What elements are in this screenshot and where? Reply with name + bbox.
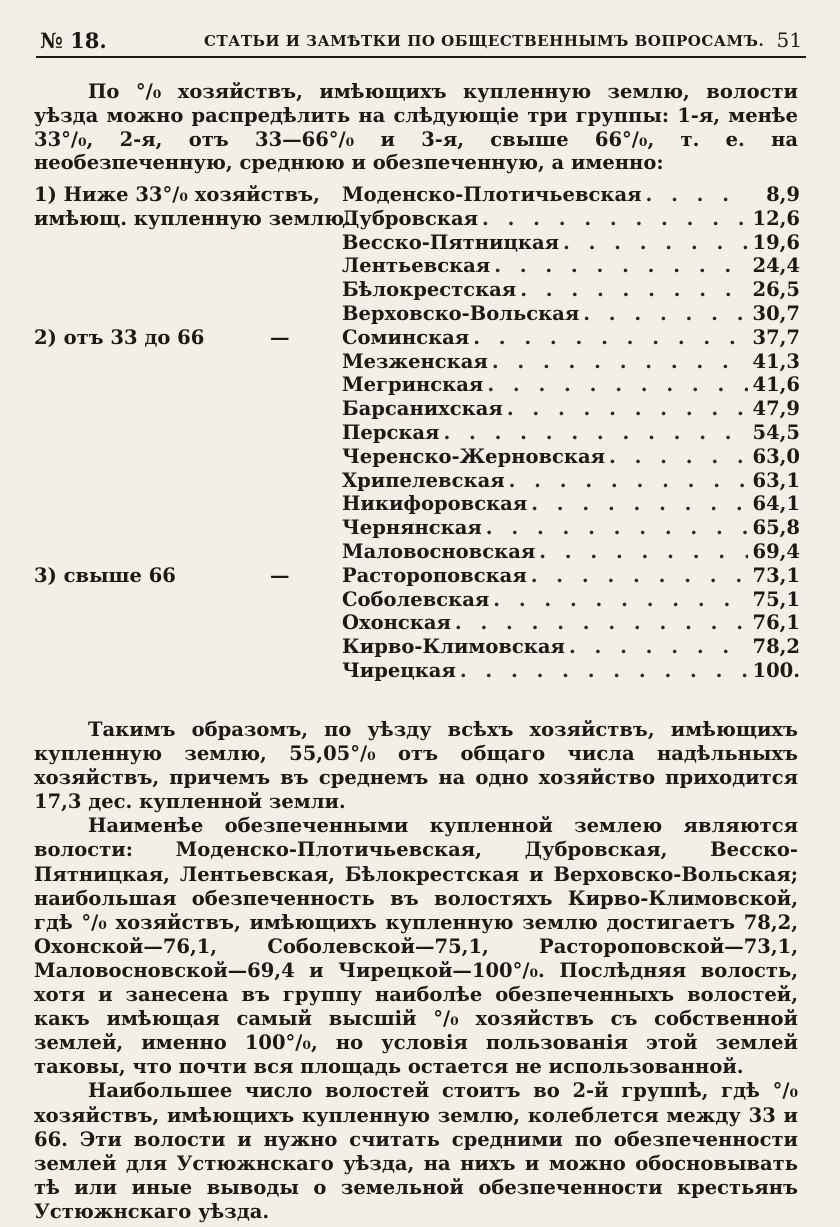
volost-row (34, 635, 798, 659)
volost-percent: 41,6 (752, 373, 800, 397)
volost-name: Перская (342, 420, 440, 444)
volost-entry (342, 207, 800, 231)
leader-dots (443, 421, 748, 445)
leader-dots (520, 278, 748, 302)
volost-name: Хрипелевская (342, 468, 505, 492)
volost-row (34, 421, 798, 445)
leader-dots (493, 588, 748, 612)
leader-dots (646, 183, 749, 207)
volost-percent: 76,1 (752, 611, 800, 635)
group-2-dash: — (270, 325, 290, 349)
leader-dots (509, 469, 748, 493)
volost-row (34, 659, 798, 683)
volost-percent: 8,9 (766, 183, 800, 206)
leader-dots (486, 516, 748, 540)
volost-row (34, 492, 798, 516)
volost-row (34, 326, 798, 350)
leader-dots (482, 207, 748, 231)
group-1-label-line1: 1) Ниже 33°/₀ хозяйствъ, (34, 183, 320, 206)
volost-percent: 12,6 (752, 206, 800, 230)
volost-row (34, 254, 798, 278)
leader-dots (507, 397, 748, 421)
volost-entry (342, 635, 800, 659)
leader-dots (563, 231, 748, 255)
volost-percent: 65,8 (752, 516, 800, 540)
group-3-label: 3) свыше 66 (34, 563, 176, 587)
leader-dots (569, 635, 748, 659)
issue-number: № 18. (40, 28, 107, 53)
volost-entry (342, 588, 800, 612)
volost-entry (342, 445, 800, 469)
volost-entry (342, 469, 800, 493)
volost-entry (342, 183, 800, 207)
volost-percent: 19,6 (752, 230, 800, 254)
volost-row (34, 611, 798, 635)
volost-row (34, 207, 798, 231)
volost-entry (342, 326, 800, 350)
volost-name: Весско-Пятницкая (342, 230, 559, 254)
volost-name: Чернянская (342, 516, 482, 540)
volost-entry (342, 659, 800, 683)
volost-rows (34, 183, 798, 683)
volost-table (34, 183, 798, 683)
volost-name: Растороповская (342, 563, 527, 587)
page-header (36, 26, 806, 58)
running-title: СТАТЬИ И ЗАМѢТКИ ПО ОБЩЕСТВЕННЫМЪ ВОПРОСАМЪ. (204, 32, 765, 50)
volost-entry (342, 254, 800, 278)
volost-percent: 73,1 (752, 563, 800, 587)
volost-name: Соминская (342, 325, 470, 349)
paragraph-summary: Такимъ образомъ, по уѣзду всѣхъ хозяйствъ, имѣющихъ купленную землю, 55,05°/₀ отъ общаго числа надѣльныхъ хозяйствъ, причемъ въ среднемъ на одно хозяйство приходится 17,3 дес. купленной земли. (34, 718, 798, 814)
volost-row (34, 183, 798, 207)
volost-name: Моденско-Плотичьевская (342, 183, 642, 206)
volost-percent: 78,2 (752, 635, 800, 659)
volost-row (34, 469, 798, 493)
volost-row (34, 540, 798, 564)
volost-entry (342, 492, 800, 516)
leader-dots (531, 564, 748, 588)
volost-name: Мезженская (342, 349, 488, 373)
group-2-label: 2) отъ 33 до 66 (34, 325, 205, 349)
volost-row (34, 564, 798, 588)
leader-dots (455, 611, 748, 635)
volost-row (34, 397, 798, 421)
paragraph-middle-group: Наибольшее число волостей стоитъ во 2-й группѣ, гдѣ °/₀ хозяйствъ, имѣющихъ купленную землю, колеблется между 33 и 66. Эти волости и нужно считать средними по обезпеченности землей для Устюжнскаго уѣзда, на нихъ и можно обосновывать тѣ или иные выводы о земельной обезпеченности крестьянъ Устюжнскаго уѣзда. (34, 1079, 798, 1223)
volost-row (34, 373, 798, 397)
volost-entry (342, 397, 800, 421)
volost-percent: 24,4 (752, 254, 800, 278)
intro-paragraph: По °/₀ хозяйствъ, имѣющихъ купленную землю, волости уѣзда можно распредѣлить на слѣдующіе три группы: 1-я, менѣе 33°/₀, 2-я, отъ 33—66°/₀ и 3-я, свыше 66°/₀, т. е. на необезпеченную, среднюю и обезпеченную, а именно: (34, 80, 798, 175)
volost-entry (342, 516, 800, 540)
volost-name: Барсанихская (342, 397, 503, 421)
leader-dots (487, 373, 748, 397)
volost-name: Никифоровская (342, 492, 528, 516)
volost-name: Чирецкая (342, 658, 456, 682)
volost-percent: 54,5 (752, 420, 800, 444)
body-text (34, 718, 798, 1224)
volost-percent: 69,4 (752, 539, 800, 563)
volost-row (34, 278, 798, 302)
volost-row (34, 302, 798, 326)
page-number: 51 (776, 28, 802, 52)
volost-name: Лентьевская (342, 254, 491, 278)
volost-percent: 75,1 (752, 587, 800, 611)
volost-entry (342, 564, 800, 588)
volost-percent: 41,3 (752, 349, 800, 373)
volost-percent: 64,1 (752, 492, 800, 516)
volost-name: Кирво-Климовская (342, 635, 565, 659)
volost-percent: 26,5 (752, 278, 800, 302)
volost-name: Охонская (342, 611, 451, 635)
volost-row (34, 445, 798, 469)
volost-row (34, 231, 798, 255)
volost-name: Мегринская (342, 373, 484, 397)
volost-percent: 30,7 (752, 301, 800, 325)
leader-dots (473, 326, 748, 350)
volost-name: Черенско-Жерновская (342, 444, 606, 468)
group-1-label-line2: имѣющ. купленную землю. (34, 206, 351, 230)
paragraph-least-most: Наименѣе обезпеченными купленной землею являются волости: Моденско-Плотичьевская, Дубровская, Весско-Пятницкая, Лентьевская, Бѣлокрестская и Верховско-Вольская; наибольшая обезпеченность въ волостяхъ Кирво-Климовской, гдѣ °/₀ хозяйствъ, имѣющихъ купленную землю достигаетъ 78,2, Охонской—76,1, Соболевской—75,1, Растороповской—73,1, Маловосновской—69,4 и Чирецкой—100°/₀. Послѣдняя волость, хотя и занесена въ группу наиболѣе обезпеченныхъ волостей, какъ имѣющая самый высшій °/₀ хозяйствъ съ собственной землей, именно 100°/₀, но условія пользованія этой землей таковы, что почти вся площадь остается не использованной. (34, 814, 798, 1079)
leader-dots (583, 302, 748, 326)
volost-row (34, 588, 798, 612)
volost-percent: 63,1 (752, 468, 800, 492)
volost-name: Бѣлокрестская (342, 278, 517, 302)
volost-entry (342, 278, 800, 302)
volost-entry (342, 373, 800, 397)
volost-entry (342, 421, 800, 445)
volost-entry (342, 611, 800, 635)
volost-name: Соболевская (342, 587, 490, 611)
leader-dots (460, 659, 748, 683)
volost-entry (342, 302, 800, 326)
group-3-dash: — (270, 563, 290, 587)
volost-row (34, 350, 798, 374)
volost-percent: 47,9 (752, 397, 800, 421)
leader-dots (539, 540, 748, 564)
volost-entry (342, 231, 800, 255)
volost-percent: 100. (752, 658, 800, 682)
leader-dots (609, 445, 748, 469)
leader-dots (492, 350, 748, 374)
volost-name: Маловосновская (342, 539, 536, 563)
volost-name: Верховско-Вольская (342, 301, 580, 325)
volost-entry (342, 540, 800, 564)
volost-row (34, 516, 798, 540)
volost-entry (342, 350, 800, 374)
leader-dots (494, 254, 748, 278)
volost-percent: 63,0 (752, 444, 800, 468)
volost-percent: 37,7 (752, 325, 800, 349)
leader-dots (531, 492, 748, 516)
volost-name: Дубровская (342, 206, 479, 230)
